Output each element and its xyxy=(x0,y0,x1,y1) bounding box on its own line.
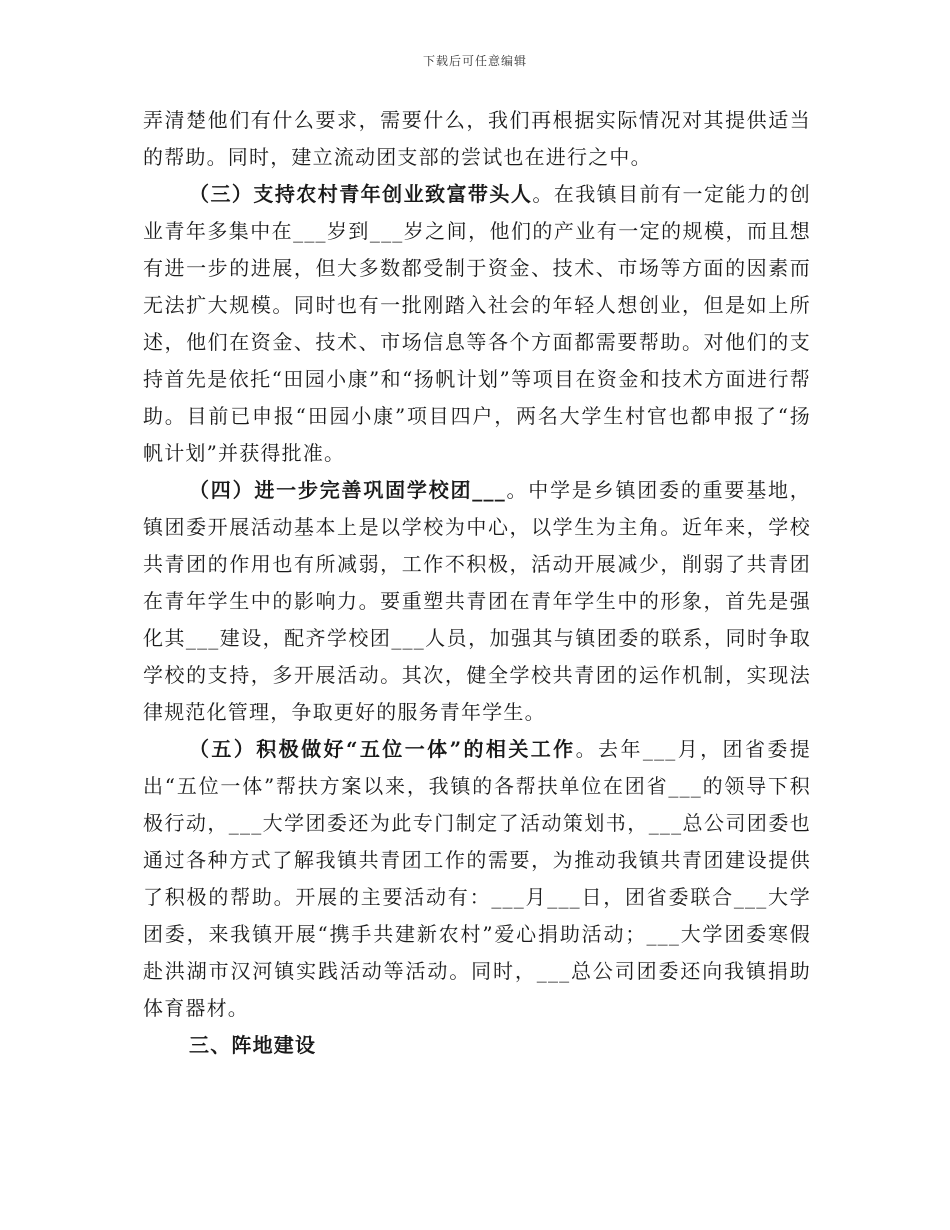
paragraph-lead: （四）进一步完善巩固学校团___ xyxy=(189,478,506,502)
paragraph-five-in-one xyxy=(143,731,811,1027)
paragraph-school-league xyxy=(143,472,811,731)
paragraph-continuation xyxy=(143,102,811,176)
paragraph-lead: （五）积极做好“五位一体”的相关工作 xyxy=(189,737,576,761)
paragraph-text: 。中学是乡镇团委的重要基地，镇团委开展活动基本上是以学校为中心，以学生为主角。近年来，学校共青团的作用也有所减弱，工作不积极，活动开展减少，削弱了共青团在青年学生中的影响力。要重塑共青团在青年学生中的形象，首先是强化其___建设，配齐学校团___人员，加强其与镇团委的联系，同时争取学校的支持，多开展活动。其次，健全学校共青团的运作机制，实现法律规范化管理，争取更好的服务青年学生。 xyxy=(143,478,811,724)
paragraph-support-youth-entrepreneurs xyxy=(143,176,811,472)
page-header: 下载后可任意编辑 xyxy=(422,54,527,68)
paragraph-lead: （三）支持农村青年创业致富带头人 xyxy=(189,182,533,206)
document-body xyxy=(143,102,811,1064)
section-heading: 三、阵地建设 xyxy=(189,1033,317,1057)
paragraph-text: 。在我镇目前有一定能力的创业青年多集中在___岁到___岁之间，他们的产业有一定的规模，而且想有进一步的进展，但大多数都受制于资金、技术、市场等方面的因素而无法扩大规模。同时也有一批刚踏入社会的年轻人想创业，但是如上所述，他们在资金、技术、市场信息等各个方面都需要帮助。对他们的支持首先是依托“田园小康”和“扬帆计划”等项目在资金和技术方面进行帮助。目前已申报“田园小康”项目四户，两名大学生村官也都申报了“扬帆计划”并获得批准。 xyxy=(143,182,811,465)
paragraph-text: 弄清楚他们有什么要求，需要什么，我们再根据实际情况对其提供适当的帮助。同时，建立流动团支部的尝试也在进行之中。 xyxy=(143,108,811,169)
paragraph-text: 。去年___月，团省委提出“五位一体”帮扶方案以来，我镇的各帮扶单位在团省___的领导下积极行动，___大学团委还为此专门制定了活动策划书，___总公司团委也通过各种方式了解我镇共青团工作的需要，为推动我镇共青团建设提供了积极的帮助。开展的主要活动有：___月___日，团省委联合___大学团委，来我镇开展“携手共建新农村”爱心捐助活动；___大学团委寒假赴洪湖市汉河镇实践活动等活动。同时，___总公司团委还向我镇捐助体育器材。 xyxy=(143,737,812,1020)
